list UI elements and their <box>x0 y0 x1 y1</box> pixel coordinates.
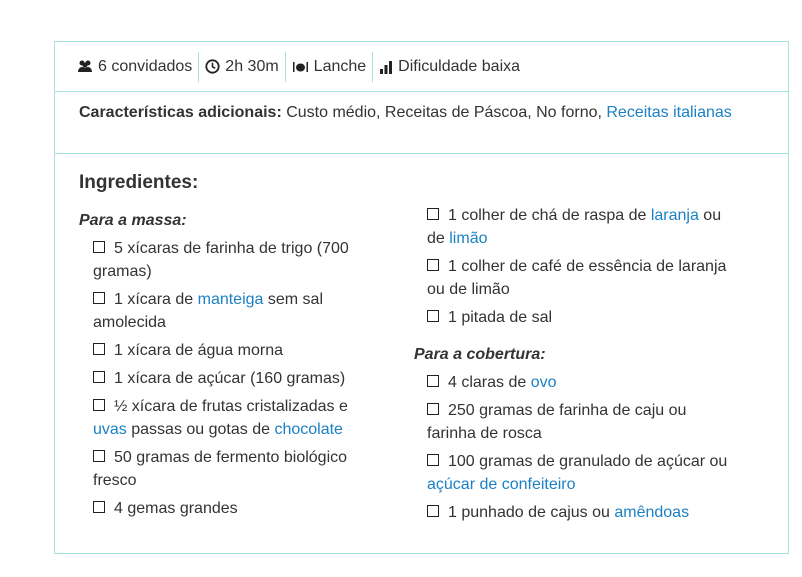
item-text: 250 gramas de farinha de caju ou farinha de rosca <box>427 402 687 442</box>
checkbox[interactable] <box>427 454 439 466</box>
link-receitas-italianas[interactable]: Receitas italianas <box>606 104 732 121</box>
time-text: 2h 30m <box>225 57 279 75</box>
type-text: Lanche <box>313 57 367 75</box>
list-item <box>79 367 379 390</box>
list-item <box>427 371 737 394</box>
item-text: 50 gramas de fermento biológico fresco <box>93 449 348 489</box>
massa-subtitle: Para a massa: <box>79 212 187 229</box>
cutlery-icon <box>292 61 309 73</box>
clock-icon <box>205 59 220 74</box>
link-amendoas[interactable]: amêndoas <box>614 504 690 521</box>
list-item <box>79 339 379 362</box>
checkbox[interactable] <box>427 259 439 271</box>
checkbox[interactable] <box>427 403 439 415</box>
recipe-card <box>54 41 789 554</box>
item-text: passas ou gotas de <box>126 421 275 438</box>
checkbox[interactable] <box>427 505 439 517</box>
item-text: 1 pitada de sal <box>448 309 553 326</box>
item-text: 4 claras de <box>448 374 531 391</box>
list-item <box>427 204 737 250</box>
list-item <box>79 288 379 334</box>
additional-characteristics <box>55 92 788 154</box>
checkbox[interactable] <box>93 292 105 304</box>
difficulty-bars-icon <box>379 60 393 74</box>
additional-label: Características adicionais: <box>79 104 282 121</box>
meta-type <box>285 52 373 82</box>
item-text: 1 colher de chá de raspa de <box>448 207 651 224</box>
item-text: 1 colher de café de essência de laranja ou de limão <box>427 258 727 298</box>
link-chocolate[interactable]: chocolate <box>274 421 343 438</box>
link-laranja[interactable]: laranja <box>650 207 699 224</box>
item-text: 1 punhado de cajus ou <box>448 504 615 521</box>
item-text: 1 xícara de açúcar (160 gramas) <box>114 370 346 387</box>
item-text: 1 xícara de água morna <box>114 342 283 359</box>
people-icon <box>77 60 93 73</box>
checkbox[interactable] <box>93 450 105 462</box>
list-item <box>79 446 379 492</box>
link-manteiga[interactable]: manteiga <box>197 291 264 308</box>
item-text: sem sal amolecida <box>93 291 324 331</box>
list-item <box>79 395 379 441</box>
meta-guests <box>77 52 198 82</box>
list-item <box>427 450 737 496</box>
list-item <box>427 306 737 329</box>
cobertura-subtitle: Para a cobertura: <box>414 346 546 363</box>
checkbox[interactable] <box>93 371 105 383</box>
checkbox[interactable] <box>93 241 105 253</box>
checkbox[interactable] <box>427 375 439 387</box>
checkbox[interactable] <box>93 343 105 355</box>
list-item <box>427 399 737 445</box>
ingredients-column-right <box>414 204 737 529</box>
additional-text: Custo médio, Receitas de Páscoa, No forno, <box>281 104 607 121</box>
item-text: ½ xícara de frutas cristalizadas e <box>114 398 348 415</box>
checkbox[interactable] <box>93 501 105 513</box>
list-item <box>427 255 737 301</box>
guests-text: 6 convidados <box>98 57 193 75</box>
meta-time <box>198 52 284 82</box>
recipe-meta-bar <box>55 42 788 92</box>
item-text: 1 xícara de <box>114 291 198 308</box>
checkbox[interactable] <box>427 208 439 220</box>
link-limao[interactable]: limão <box>449 230 488 247</box>
list-item <box>79 237 379 283</box>
link-uvas[interactable]: uvas <box>93 421 127 438</box>
ingredients-title: Ingredientes: <box>79 172 199 193</box>
checkbox[interactable] <box>93 399 105 411</box>
link-ovo[interactable]: ovo <box>530 374 557 391</box>
item-text: 5 xícaras de farinha de trigo (700 gramas) <box>93 240 349 280</box>
checkbox[interactable] <box>427 310 439 322</box>
list-item <box>427 501 737 524</box>
item-text: 4 gemas grandes <box>114 500 238 517</box>
ingredients-column-left <box>79 209 379 525</box>
item-text: 100 gramas de granulado de açúcar ou <box>448 453 728 470</box>
item-text: ou de <box>427 207 722 247</box>
link-acucar-de-confeiteiro[interactable]: açúcar de confeiteiro <box>427 476 576 493</box>
meta-difficulty <box>372 52 526 82</box>
list-item <box>79 497 379 520</box>
difficulty-text: Dificuldade baixa <box>398 57 521 75</box>
